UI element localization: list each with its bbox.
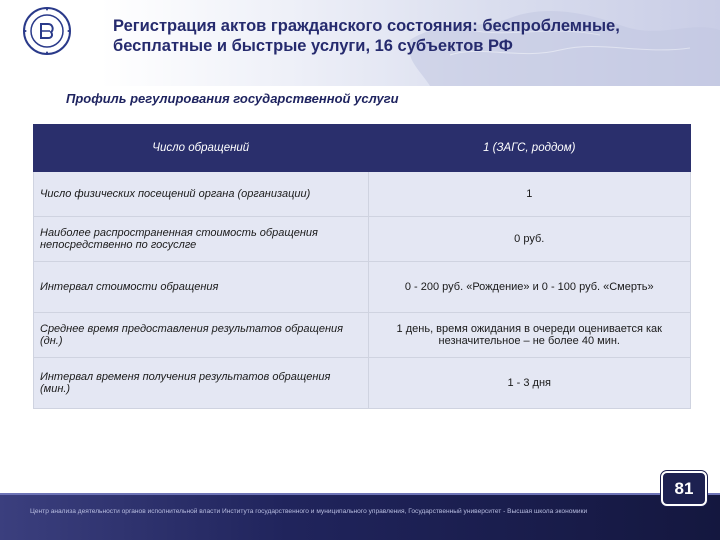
slide-title-line-1: Регистрация актов гражданского состояния: беспроблемные, <box>113 17 620 35</box>
row-value: 1 - 3 дня <box>368 358 690 409</box>
hse-seal-icon <box>22 6 72 56</box>
row-value: 1 <box>368 172 690 217</box>
table-header-row <box>34 125 691 172</box>
table-row <box>34 172 691 217</box>
row-label: Среднее время предоставления результатов обращения (дн.) <box>34 313 369 358</box>
table-row <box>34 262 691 313</box>
table-row <box>34 358 691 409</box>
slide-title <box>113 16 703 56</box>
row-label: Интервал временя получения результатов обращения (мин.) <box>34 358 369 409</box>
slide-title-line-2: бесплатные и быстрые услуги, 16 субъектов РФ <box>113 37 513 55</box>
service-profile-table <box>33 124 691 409</box>
slide-header <box>0 0 720 86</box>
table-row <box>34 313 691 358</box>
row-value: 0 руб. <box>368 217 690 262</box>
header-cell-label: Число обращений <box>34 125 369 172</box>
page-number: 81 <box>661 471 707 506</box>
slide-footer <box>0 493 720 540</box>
row-value: 1 день, время ожидания в очереди оценивается как незначительное – не более 40 мин. <box>368 313 690 358</box>
table-row <box>34 217 691 262</box>
row-label: Наиболее распространенная стоимость обращения непосредственно по госуслге <box>34 217 369 262</box>
footer-text: Центр анализа деятельности органов исполнительной власти Института государственного и муниципального управления, Государственный университет - Высшая школа экономики <box>30 508 588 515</box>
row-label: Число физических посещений органа (организации) <box>34 172 369 217</box>
row-label: Интервал стоимости обращения <box>34 262 369 313</box>
university-logo <box>8 6 98 86</box>
section-subtitle: Профиль регулирования государственной услуги <box>66 91 399 106</box>
header-cell-value: 1 (ЗАГС, роддом) <box>368 125 690 172</box>
row-value: 0 - 200 руб. «Рождение» и 0 - 100 руб. «Смерть» <box>368 262 690 313</box>
footer-divider <box>0 493 720 495</box>
